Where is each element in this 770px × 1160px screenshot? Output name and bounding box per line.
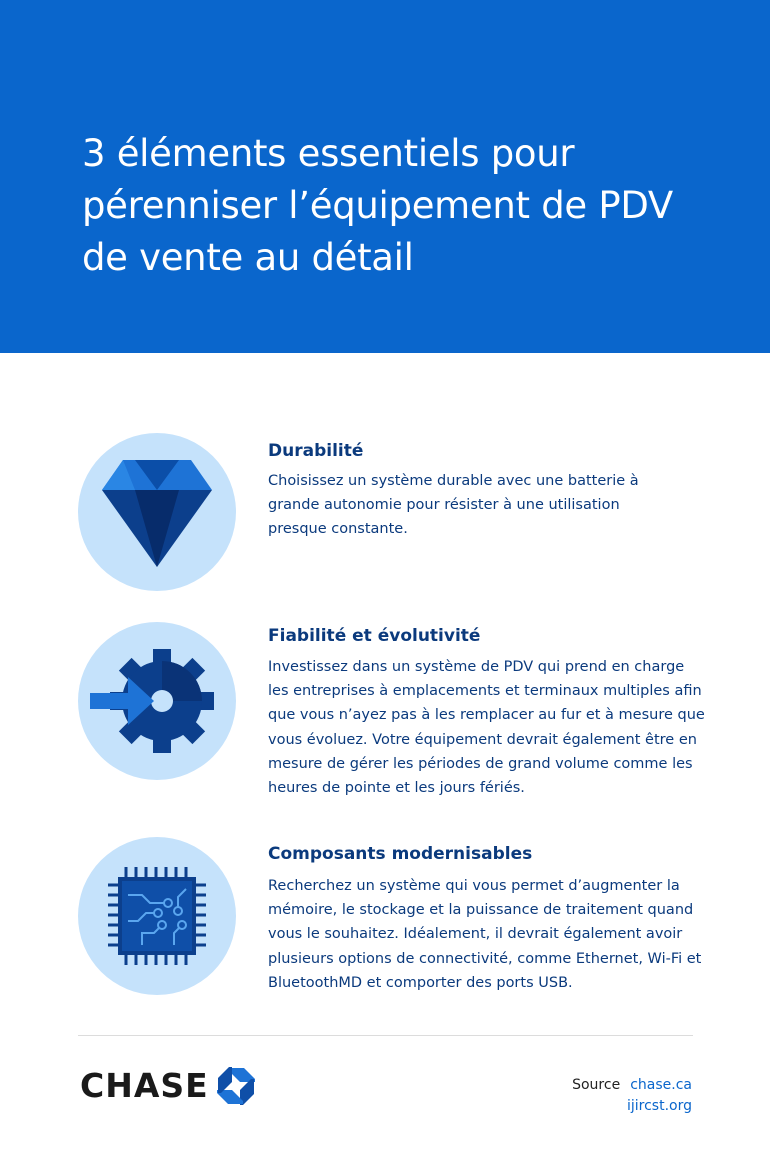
text-line: BluetoothMD et comporter des ports USB. <box>268 974 573 991</box>
text-line: plusieurs options de connectivité, comme Ethernet, Wi-Fi et <box>268 950 702 967</box>
text-line: Investissez dans un système de PDV qui prend en charge <box>268 659 685 675</box>
reliability-text <box>268 655 728 800</box>
source-link-ijircst[interactable]: ijircst.org <box>626 1098 692 1114</box>
durability-heading: Durabilité <box>268 441 364 461</box>
title-line: 3 éléments essentiels pour <box>82 132 575 175</box>
text-line: vous évoluez. Votre équipement devrait également être en <box>268 731 697 748</box>
source-block <box>572 1075 692 1117</box>
text-line: grande autonomie pour résister à une utilisation <box>268 497 620 514</box>
source-label: Source <box>572 1077 621 1093</box>
diamond-icon-circle <box>78 433 236 591</box>
text-line: mémoire, le stockage et la puissance de traitement quand <box>268 902 694 919</box>
chip-icon <box>78 837 236 995</box>
chase-logo <box>80 1066 255 1106</box>
text-line: Recherchez un système qui vous permet d’augmenter la <box>268 878 680 894</box>
title-line: pérenniser l’équipement de PDV <box>82 184 673 227</box>
reliability-heading: Fiabilité et évolutivité <box>268 626 481 646</box>
text-line: Choisissez un système durable avec une batterie à <box>268 473 639 489</box>
text-line: mesure de gérer les périodes de grand volume comme les <box>268 755 693 772</box>
title-line: de vente au détail <box>82 236 414 279</box>
text-line: presque constante. <box>268 521 408 538</box>
text-line: que vous n’ayez pas à les remplacer au fur et à mesure que <box>268 707 705 724</box>
components-text <box>268 874 728 995</box>
gear-arrow-icon <box>78 622 236 780</box>
gear-icon-circle <box>78 622 236 780</box>
chase-octagon-icon <box>217 1067 255 1105</box>
chip-icon-circle <box>78 837 236 995</box>
source-link-chase[interactable]: chase.ca <box>630 1077 692 1093</box>
text-line: heures de pointe et les jours fériés. <box>268 780 525 797</box>
text-line: vous le souhaitez. Idéalement, il devrait également avoir <box>268 926 683 943</box>
diamond-icon <box>78 433 236 591</box>
text-line: les entreprises à emplacements et terminaux multiples afin <box>268 683 702 700</box>
logo-wordmark: CHASE <box>80 1066 209 1105</box>
footer-divider <box>78 1035 693 1036</box>
components-heading: Composants modernisables <box>268 844 533 864</box>
page-title <box>82 128 732 284</box>
durability-text <box>268 469 728 542</box>
header-banner <box>0 0 770 353</box>
